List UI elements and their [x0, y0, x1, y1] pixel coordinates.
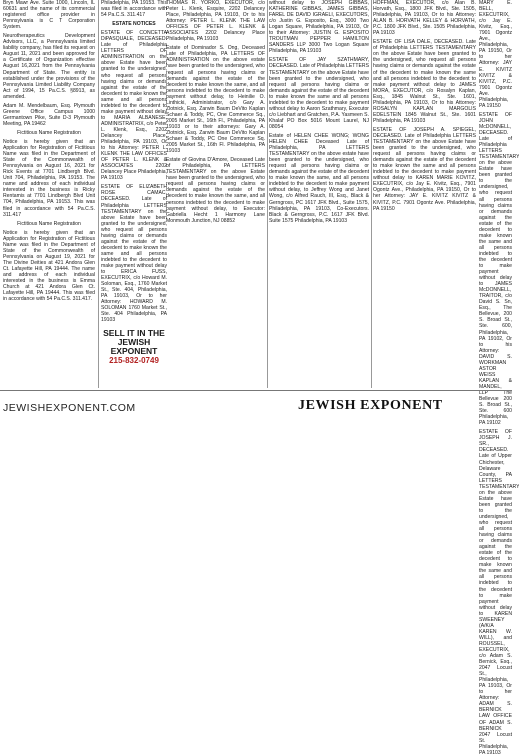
- estate-notice: HOFFMAN, EXECUTOR, c/o Alan B. Horvath, Esq., 1800 JFK Blvd., Ste. 1505, Philadelphia, PA 19103, Or to his Attorney: ALAN B. HORVATH KELLEY & HORVATH, P.C. 1800 JFK Blvd., Ste. 1505 Philadelphia, PA 19103: [373, 0, 476, 37]
- notice-text: Notice is hereby given that an Application for Registration of Fictitious Name was filed in the Department of State of the Commonwealth of Pennsylvania on August 16, 2021 for Rick Events at 7701 Lindbergh Blvd. Unit 704, Philadelphia, PA 19153. The name and address of each individual interested in the business is Ricky Rentamis at 7701 Lindbergh Blvd Unit 704, Philadelphia, PA 19153. This was filed in accordance with 54 Pa.C.S. 311.417: [3, 138, 95, 218]
- column-3: [166, 0, 265, 392]
- notice-heading: Fictitious Name Registration: [17, 220, 81, 227]
- column-divider: [371, 0, 372, 388]
- estate-notice: ESTATE OF LISA DALE, DECEASED. Late of Philadelphia LETTERS TESTAMENTARY on the above Estate have been granted to the undersigned, who request all persons having claims or demands against the estate of the decedent to make known the same and all persons indebted to the decedent to make payment without delay to JAMES MORA, EXECUTOR, c/o Rosalyn Kaplan, Esq., 1845 Walnut St., Ste. 1601, Philadelphia, PA 19103, Or to his Attorney: ROSALYN KAPLAN MARGOLIS EDELSTEIN 1845 Walnut St., Ste. 1601 Philadelphia, PA 19103: [373, 39, 476, 124]
- estate-notice: without delay to JOSEPH GIBBAS, KATHERINE GIBBAS, JAMES GIBBAS, FAREL DE DAVID IGRAELI, EXECUTORS, c/o Justin G. Esposito, Esq., 3000 Two Logan Square, Philadelphia, PA 19103, Or to their Attorney: JUSTIN G. ESPOSITO TROUTMAN PEPPER HAMILTON SANDERS LLP 3000 Two Logan Square Philadelphia, PA 19103: [269, 0, 369, 55]
- estate-notice: THOMAS R. YORKO, EXECUTOR, c/o Peter L. Klenk, Esquire, 2202 Delancey Place, Philadelphia, PA 19103, Or to his Attorney: PETER L. KLENK THE LAW OFFICES OF PETER L. KLENK & ASSOCIATES 2202 Delancey Place Philadelphia, PA 19103: [166, 0, 265, 43]
- estate-notice: ESTATE OF JAY SZATHMARY, DECEASED. Late of Philadelphia LETTERS TESTAMENTARY on the above Estate have been granted to the undersigned, who request all persons having claims or demands against the estate of the decedent to make known the same and all persons indebted to the decedent to make payment without delay to Aaron Szathmary, Executor c/o Liebhart and Gratchen, P.A. Yasmeen S. Khalaf PO Box 5016 Mount Laurel, NJ 08054: [269, 57, 369, 130]
- notice-address: Adam M. Mendelbaum, Esq. Plymouth Greene Office Campus 1000 Germantown Pike, Suite D-3 Plymouth Meeting, PA 19462: [3, 102, 95, 127]
- estate-notice: ESTATE OF JOSEPH A. SPIEGEL, DECEASED. Late of Philadelphia LETTERS TESTAMENTARY on the above Estate have been granted to the undersigned, who request all persons having claims or demands against the estate of the decedent to make known the same and all persons indebted to the decedent to make payment without delay to KAREN MARIE KOVITZ, EXECUTRIX, c/o Jay E. Kivitz, Esq., 7901 Ogontz Ave., Philadelphia, PA 19150, Or to her Attorney: JAY E. KIVITZ KIVITZ & KIVITZ, P.C. 7901 Ogontz Ave. Philadelphia, PA 19150: [373, 126, 476, 212]
- notice-text: Neurotherapeutics Development Advisors, LLC, a Pennsylvania limited liability company, has filed its request on August 11, 2021 and been approved for a Certificate of Organization effective August 16,2021 from the Pennsylvania Department of State. The entity is established under the provisions of the Pennsylvania Limited Liability Company Act of 1994, 15 Pa.C.S. §8913, as amended.: [3, 33, 95, 100]
- column-divider: [267, 0, 268, 388]
- notice-text: Notice is hereby given that an Application for Registration of Fictitious Name was filed in the Department of State of the Commonwealth of Pennsylvania on August 19, 2021 for The Divine Deities at 421 Andora Glen Ct. Lafayette Hill, PA 19444. The name and address of each individual interested in the business is Emma Church at 421 Andora Glen Ct. Lafayette Hill, PA 19444. This was filed in accordance with 54 Pa.C.S. 311.417.: [3, 229, 95, 303]
- estate-notice: ESTATE OF JOHN McDONNELL, DECEASED. Late of Philadelphia LETTERS TESTAMENTARY on the above Estate have been granted to the undersigned, who request all persons having claims or demands against the estate of the decedent to make known the same and all persons indebted to the decedent to make payment without delay to JAMES McDONNELL, TRAITOR, c/o David S. Sn, Esq., The Bellevue, 200 S. Broad St., Ste. 600, Philadelphia, PA 19102, Or to his Attorney: DAVID S. WORKMAN ASTOR WEISS KAPLAN & MANDEL, LLP The Bellevue 200 S. Broad St., Ste. 600 Philadelphia, PA 19102: [479, 111, 519, 427]
- notice-text: Philadelphia, PA 19153. This was filed in accordance with 54 Pa.C.S. 311.417: [101, 0, 167, 19]
- estate-notice: Estate of Giovina D'Amore, Deceased Late of Philadelphia, PA LETTERS TESTAMENTARY on the above Estate have been granted to the undersigned, who request all persons having claims or demands against the estate of the decedent to make known the same, and all persons indebted to the decedent to make payment without delay, to Executor: Gabriella Hecht 1 Harmony Lane Monmouth Junction, NJ 08852: [166, 157, 265, 224]
- estate-notice: ESTATE OF ELIZABETH ROSE CAMAC, DECEASED. Late of Philadelphia LETTERS TESTAMENTARY on the above Estate have been granted to the undersigned, who request all persons having claims or demands against the estate of the decedent to make known the same and all persons indebted to the decedent to make payment without delay to ERICA FUSS, EXECUTRIX, c/o Howard M. Soloman, Esq., 1760 Market St., Ste. 404, Philadelphia, PA 19103, Or to her Attorney: HOWARD M. SOLOMAN 1760 Market St., Ste. 404 Philadelphia, PA 19103: [101, 184, 167, 324]
- estate-notice: Estate of HELEN CHEE WONG; WONG HELEN CHEE Deceased Late of Philadelphia, PA LETTERS TESTAMENTARY on the above estate have been granted to the undersigned, who request all persons having claims or demands against the estate of the decedent to make known the same, and all persons indebted to the decedent to make payment without delay, to Jeffrey Wong and Janet Wong, c/o Alfred Rauch, III, Esq., Black & Gerngross, PC 1617 JFK Blvd., Suite 1575, Philadelphia, PA 19103, Co-Executors. Black & Gerngross, P.C. 1617 JFK Blvd. Suite 1575 Philadelphia, PA 19103: [269, 132, 369, 224]
- promo-line: SELL IT IN THE: [103, 328, 165, 339]
- column-6: [479, 0, 519, 756]
- footer-website: JEWISHEXPONENT.COM: [3, 402, 136, 414]
- footer-masthead: JEWISH EXPONENT: [298, 398, 443, 413]
- estate-notice: MARY E. BELL, EXECUTRIX, c/o Jay E. Kivitz, Esq., 7901 Ogontz Ave., Philadelphia, PA 19150, Or to her Attorney: JAY E. KIVITZ KIVITZ & KIVITZ, P.C. 7901 Ogontz Ave. Philadelphia, PA 19150: [479, 0, 512, 109]
- column-divider: [98, 0, 99, 388]
- estate-notice: Estate of Dominador S. Ong, Deceased Late of Philadelphia, PA LETTERS OF ADMINISTRATION on the above estate have been granted to the undersigned, who request all persons having claims or demands against the estate of the decedent to make known the same, and all persons indebted to the decedent to make payment without delay, to Heinilie O. Linthicki, Administrator, c/o Gary A. Zlotnick, Esq. Zarwin Baum DeVito Kaplan Schaer & Toddy, PC, One Commerce Sq., 2005 Market St., 16th Fl., Philadelphia, PA 19103 or to their attorneys: Gary A. Zlotnick, Esq. Zarwin Baum DeVito Kaplan Schaer & Toddy, PC One Commerce Sq. 2005 Market St., 16th Fl. Philadelphia, PA 19103: [166, 45, 265, 155]
- promo-line: JEWISH EXPONENT: [110, 337, 158, 357]
- promo-box: [101, 329, 167, 365]
- column-5: [373, 0, 476, 392]
- notice-heading: Fictitious Name Registration: [17, 129, 81, 136]
- notice-text: Bryn Mawr Ave. Suite 1000, Lincoln, IL 60631 and the name of its commercial registered office provider in Pennsylvania is C T Corporation System.: [3, 0, 95, 31]
- column-1: [3, 0, 95, 392]
- promo-phone: 215-832-0749: [109, 356, 159, 366]
- estate-notice: ESTATE OF JOSEPH J. SR., DECEASED. Late of Upper Chichester, Delaware County, PA LETTERS TESTAMENTARY on the above Estate have been granted to the undersigned, who request all persons having claims or demands against the estate of the decedent to make known the same and all persons indebted to the decedent to make payment without delay to KAREN SWEENEY (A/K/A KAREN W. WILL), and ROUSSEL, EXECUTRIX, c/o Adam S. Bernick, Esq., 2047 Locust St., Philadelphia, PA 19103, Or to her Attorney: ADAM S. BERNICK LAW OFFICE OF ADAM S. BERNICK 2047 Locust St. Philadelphia, PA 19103: [479, 429, 519, 756]
- column-4: [269, 0, 369, 392]
- estate-notice: ESTATE OF CONCETTA DiPASQUALE, DECEASED. Late of Philadelphia LETTERS OF ADMINISTRATION on the above Estate have been granted to the undersigned, who request all persons having claims or demands against the estate of the decedent to make known the same and all persons indebted to the decedent to make payment without delay to MARIA ALBANESE, ADMINISTRATRIX, c/o Peter L. Klenk, Esq., 2202 Delancey Place, Philadelphia, PA 19103, Or to his Attorney: PETER L. KLENK THE LAW OFFICES OF PETER L. KLENK & ASSOCIATES 2202 Delancey Place Philadelphia, PA 19103: [101, 30, 167, 182]
- column-2: [101, 0, 167, 392]
- footer-divider: [0, 390, 512, 391]
- section-heading-estate-notices: ESTATE NOTICES: [112, 21, 156, 28]
